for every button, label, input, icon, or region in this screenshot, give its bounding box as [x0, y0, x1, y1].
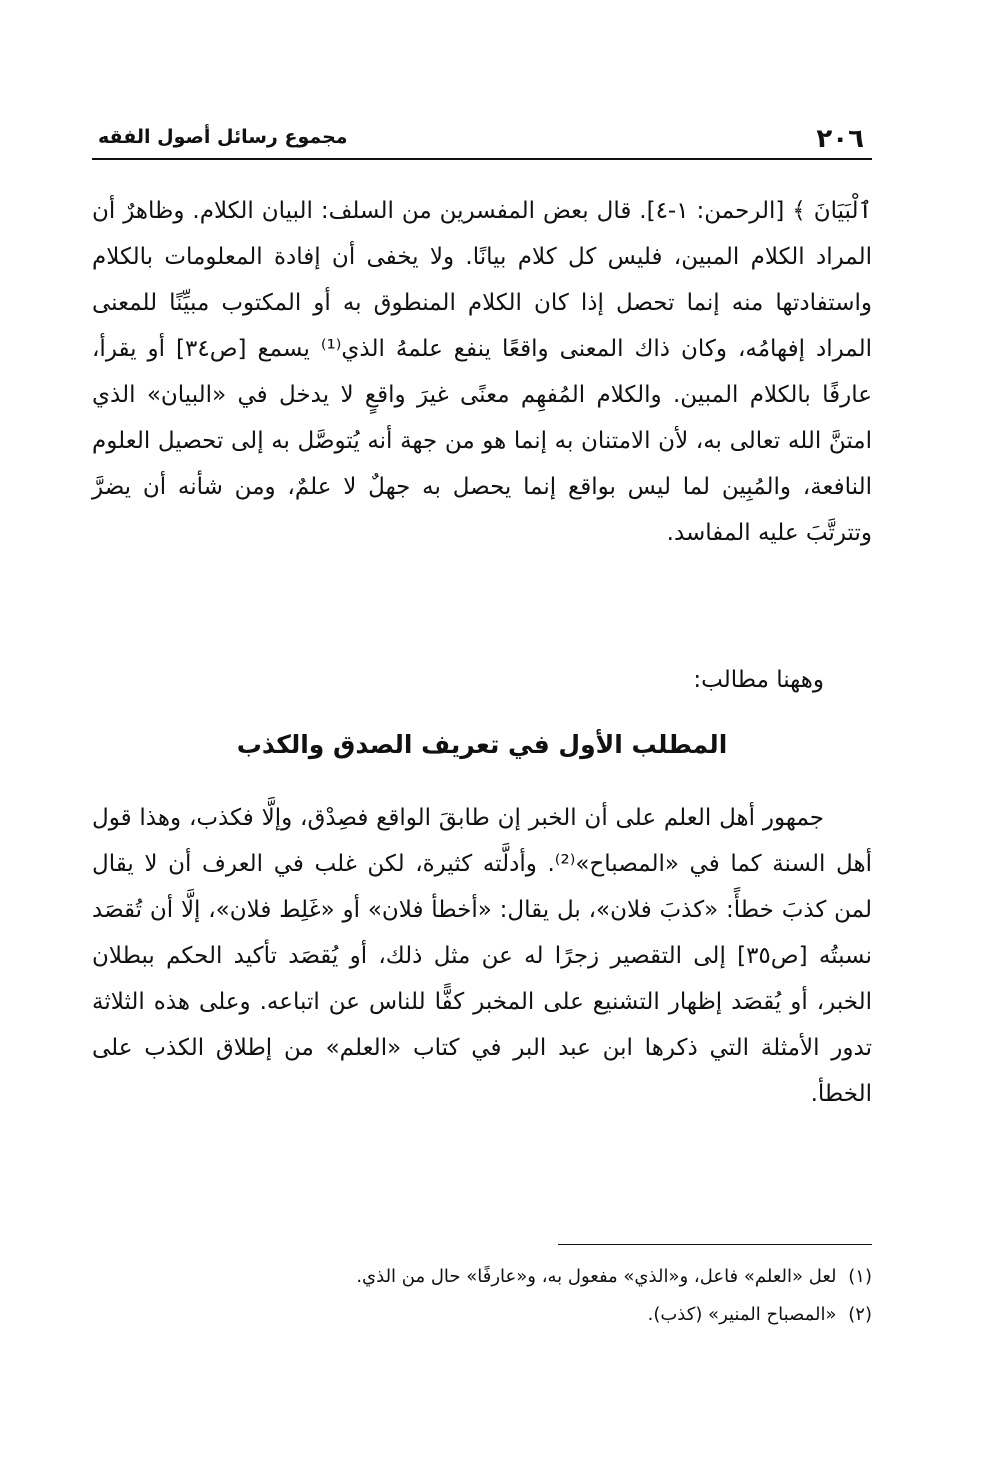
section-heading: المطلب الأول في تعريف الصدق والكذب	[236, 730, 728, 759]
page-header	[92, 118, 872, 158]
footnote-1	[92, 1258, 872, 1296]
body-paragraph-1: ٱلْبَيَانَ ﴾ [الرحمن: ١-٤]. قال بعض المفسرين من السلف: البيان الكلام. وظاهرٌ أن المراد الكلام المبين، فليس كل كلام بيانًا. ولا يخفى أن إفادة المعلومات بالكلام واستفادتها منه إنما تحصل إذا كان الكلام المنطوق به أو المكتوب مبيِّنًا للمعنى المراد إفهامُه، وكان ذاك المعنى واقعًا ينفع علمهُ الذي⁽¹⁾ يسمع [ص٣٤] أو يقرأ، عارفًا بالكلام المبين. والكلام المُفهِم معنًى غيرَ واقعٍ لا يدخل في «البيان» الذي امتنَّ الله تعالى به، لأن الامتنان به إنما هو من جهة أنه يُتوصَّل به إلى تحصيل العلوم النافعة، والمُبِين لما ليس بواقع إنما يحصل به جهلٌ لا علمٌ، ومن شأنه أن يضرَّ وتترتَّبَ عليه المفاسد.	[92, 198, 872, 546]
footnote-text: «المصباح المنير» (كذب).	[647, 1304, 837, 1325]
footnote-number: (١)	[848, 1266, 872, 1287]
body-paragraph-2	[92, 657, 872, 703]
body-paragraph-3	[92, 795, 872, 1117]
footnote-2	[92, 1296, 872, 1334]
paragraph-3-text: جمهور أهل العلم على أن الخبر إن طابقَ الواقع فصِدْق، وإلَّا فكذب، وهذا قول أهل السنة كما في «المصباح»⁽²⁾. وأدلَّته كثيرة، لكن غلب في العرف أن لا يقال لمن كذبَ خطأً: «كذبَ فلان»، بل يقال: «أخطأ فلان» أو «غَلِط فلان»، إلَّا أن تُقصَد نسبتُه [ص٣٥] إلى التقصير زجرًا له عن مثل ذلك، أو يُقصَد تأكيد الحكم ببطلان الخبر، أو يُقصَد إظهار التشنيع على المخبر كفًّا للناس عن اتباعه. وعلى هذه الثلاثة تدور الأمثلة التي ذكرها ابن عبد البر في كتاب «العلم» من إطلاق الكذب على الخطأ.	[92, 805, 872, 1107]
footnote-divider	[558, 1244, 872, 1245]
footnotes	[92, 1258, 872, 1334]
running-title: مجموع رسائل أصول الفقه	[98, 126, 348, 148]
footnote-text: لعل «العلم» فاعل، و«الذي» مفعول به، و«عارفًا» حال من الذي.	[356, 1266, 837, 1287]
header-divider	[92, 158, 872, 160]
paragraph-2-text: وههنا مطالب:	[693, 667, 824, 693]
page-number: ٢٠٦	[816, 124, 864, 154]
footnote-number: (٢)	[848, 1304, 872, 1325]
